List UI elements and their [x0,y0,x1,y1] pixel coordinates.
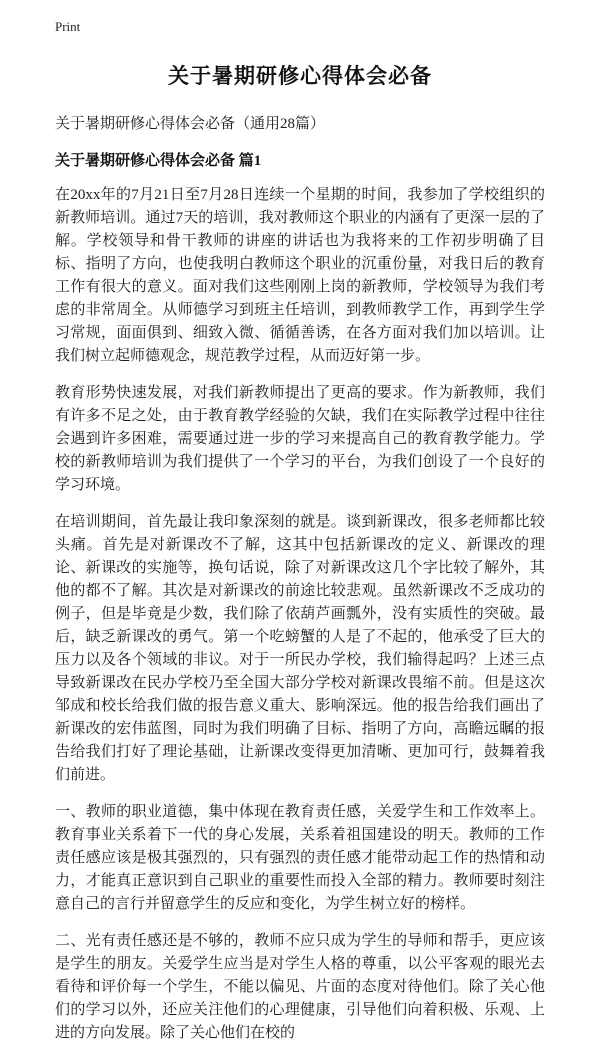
body-paragraph: 教育形势快速发展，对我们新教师提出了更高的要求。作为新教师，我们有许多不足之处，由于教育教学经验的欠缺，我们在实际教学过程中往往会遇到许多困难，需要通过进一步的学习来提高自己的教育教学能力。学校的新教师培训为我们提供了一个学习的平台，为我们创设了一个良好的学习环境。 [55,385,545,493]
body-paragraph: 在培训期间，首先最让我印象深刻的就是。谈到新课改，很多老师都比较头痛。首先是对新课改不了解，这其中包括新课改的定义、新课改的理论、新课改的实施等，换句话说，除了对新课改这几个字比较了解外，其他的都不了解。其次是对新课改的前途比较悲观。虽然新课改不乏成功的例子，但是毕竟是少数，我们除了依葫芦画瓢外，没有实质性的突破。最后，缺乏新课改的勇气。第一个吃螃蟹的人是了不起的，他承受了巨大的压力以及各个领域的非议。对于一所民办学校，我们输得起吗？上述三点导致新课改在民办学校乃至全国大部分学校对新课改畏缩不前。但是这次邹成和校长给我们做的报告意义重大、影响深远。他的报告给我们画出了新课改的宏伟蓝图，同时为我们明确了目标、指明了方向，高瞻远瞩的报告给我们打好了理论基础，让新课改变得更加清晰、更加可行，鼓舞着我们前进。 [55,514,545,783]
section-heading: 关于暑期研修心得体会必备 篇1 [55,153,262,169]
print-link[interactable]: Print [55,19,81,34]
body-paragraph: 一、教师的职业道德，集中体现在教育责任感，关爱学生和工作效率上。教育事业关系着下一代的身心发展，关系着祖国建设的明天。教师的工作责任感应该是极其强烈的，只有强烈的责任感才能带动起工作的热情和动力，才能真正意识到自己职业的重要性而投入全部的精力。教师要时刻注意自己的言行并留意学生的反应和变化，为学生树立好的榜样。 [55,804,545,912]
body-paragraph: 二、光有责任感还是不够的，教师不应只成为学生的导师和帮手，更应该是学生的朋友。关爱学生应当是对学生人格的尊重，以公平客观的眼光去看待和评价每一个学生，不能以偏见、片面的态度对待他们。除了关心他们的学习以外，还应关注他们的心理健康，引导他们向着积极、乐观、上进的方向发展。除了关心他们在校的 [55,933,545,1041]
document-subtitle: 关于暑期研修心得体会必备（通用28篇） [55,116,326,132]
page-title: 关于暑期研修心得体会必备 [168,64,432,88]
body-paragraph: 在20xx年的7月21日至7月28日连续一个星期的时间，我参加了学校组织的新教师培训。通过7天的培训，我对教师这个职业的内涵有了更深一层的了解。学校领导和骨干教师的讲座的讲话也为我将来的工作初步明确了目标、指明了方向，也使我明白教师这个职业的沉重份量，对我日后的教育工作有很大的意义。面对我们这些刚刚上岗的新教师，学校领导为我们考虑的非常周全。从师德学习到班主任培训，到教师教学工作，再到学生学习常规，面面俱到、细致入微、循循善诱，在各方面对我们加以培训。让我们树立起师德观念，规范教学过程，从而迈好第一步。 [55,187,545,364]
